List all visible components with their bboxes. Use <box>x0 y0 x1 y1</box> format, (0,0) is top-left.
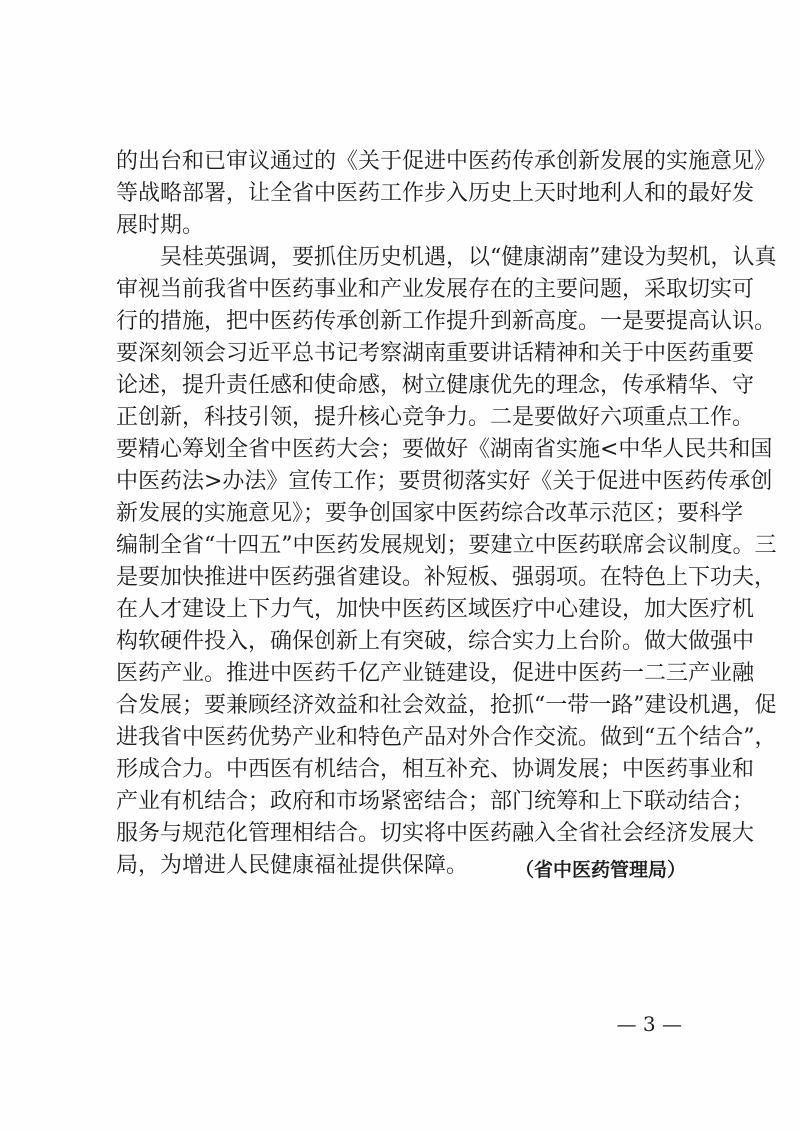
body-line: 中医药法>办法》宣传工作；要贯彻落实好《关于促进中医药传承创 <box>116 469 773 494</box>
body-line: 正创新，科技引领，提升核心竞争力。二是要做好六项重点工作。 <box>116 405 755 430</box>
body-line: 的出台和已审议通过的《关于促进中医药传承创新发展的实施意见》 <box>116 149 777 174</box>
body-line: 要精心筹划全省中医药大会；要做好《湖南省实施<中华人民共和国 <box>116 437 773 462</box>
body-line: 形成合力。中西医有机结合，相互补充、协调发展；中医药事业和 <box>116 757 755 782</box>
body-line: 合发展；要兼顾经济效益和社会效益，抢抓“一带一路”建设机遇，促 <box>116 693 777 718</box>
body-line: 进我省中医药优势产业和特色产品对外合作交流。做到“五个结合”， <box>116 725 777 750</box>
body-line: 在人才建设上下力气，加快中医药区域医疗中心建设，加大医疗机 <box>116 597 755 622</box>
body-line: 产业有机结合；政府和市场紧密结合；部门统筹和上下联动结合； <box>116 789 755 814</box>
body-line: 展时期。 <box>116 213 205 238</box>
body-line: 论述，提升责任感和使命感，树立健康优先的理念，传承精华、守 <box>116 373 755 398</box>
article-body <box>116 146 777 882</box>
body-line: 要深刻领会习近平总书记考察湖南重要讲话精神和关于中医药重要 <box>116 341 755 366</box>
body-line: 新发展的实施意见》；要争创国家中医药综合改革示范区；要科学 <box>116 501 744 526</box>
page-number: — 3 — <box>616 1012 682 1036</box>
body-line: 行的措施，把中医药传承创新工作提升到新高度。一是要提高认识。 <box>116 309 777 334</box>
body-line: 医药产业。推进中医药千亿产业链建设，促进中医药一二三产业融 <box>116 661 755 686</box>
body-line: 等战略部署，让全省中医药工作步入历史上天时地利人和的最好发 <box>116 181 755 206</box>
body-line: 编制全省“十四五”中医药发展规划；要建立中医药联席会议制度。三 <box>116 533 777 558</box>
body-line: 局，为增进人民健康福祉提供保障。 <box>116 853 469 878</box>
body-line: 吴桂英强调，要抓住历史机遇，以“健康湖南”建设为契机，认真 <box>160 245 777 270</box>
body-line: 构软硬件投入，确保创新上有突破，综合实力上台阶。做大做强中 <box>116 629 755 654</box>
body-line: 审视当前我省中医药事业和产业发展存在的主要问题，采取切实可 <box>116 277 755 302</box>
body-line: 服务与规范化管理相结合。切实将中医药融入全省社会经济发展大 <box>116 821 755 846</box>
source-attribution: （省中医药管理局） <box>514 859 686 881</box>
body-line: 是要加快推进中医药强省建设。补短板、强弱项。在特色上下功夫， <box>116 565 777 590</box>
